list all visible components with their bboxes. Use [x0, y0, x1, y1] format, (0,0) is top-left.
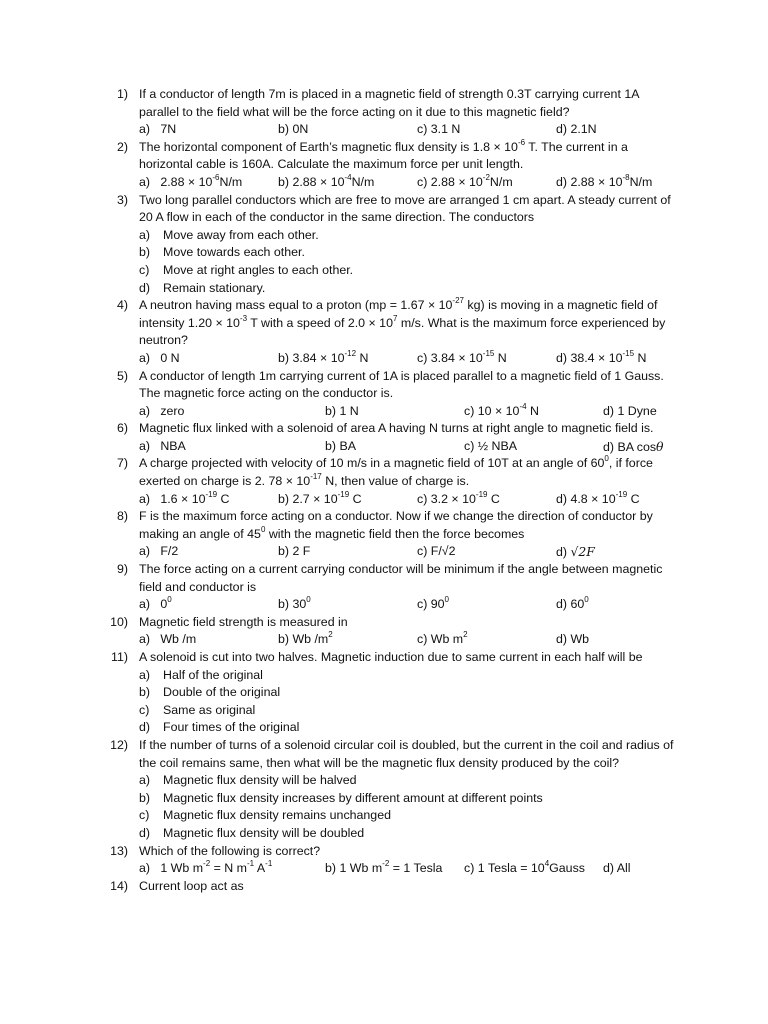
option-a: [139, 667, 678, 685]
question-number: 11): [111, 650, 128, 664]
question-number: 2): [116, 139, 128, 154]
option-d: [139, 719, 678, 737]
question-text: Two long parallel conductors which are free to move are arranged 1 cm apart. A steady current of 20 A flow in each of the conductor in the same direction. The conductors: [139, 192, 671, 225]
option-text: Remain stationary.: [163, 280, 266, 295]
question-13: [0, 843, 768, 878]
option-letter: c): [139, 808, 150, 823]
option-text: Move at right angles to each other.: [163, 262, 354, 277]
option-d: [139, 280, 678, 298]
options-row: [139, 631, 678, 649]
option-letter: b): [139, 245, 151, 260]
option-a: [139, 772, 678, 790]
option-c: c) Wb $m^2$: [417, 630, 468, 647]
option-d: d) $38.4 \times 10^{-15}$ N: [556, 348, 647, 365]
options-row: [139, 491, 678, 509]
option-c: c) $2.88 \times 10^{-2}N/m$: [417, 172, 513, 189]
option-c: [139, 702, 678, 720]
option-letter: d): [139, 825, 151, 840]
question-text: The horizontal component of Earth’s magnetic flux density is $1.8 \times 10^{-6}$ T. The current in a horizontal cable is 160A. Calculate the maximum force per unit length.: [139, 137, 628, 172]
option-letter: a): [139, 773, 151, 788]
question-4: [0, 297, 768, 367]
question-number: 3): [116, 192, 128, 207]
option-letter: c): [139, 262, 150, 277]
question-text: A solenoid is cut into two halves. Magnetic induction due to same current in each half will be: [139, 650, 643, 664]
question-number: 14): [110, 878, 128, 893]
option-letter: d): [139, 280, 151, 295]
question-text: Magnetic field strength is measured in: [139, 614, 348, 629]
question-number: 6): [116, 421, 128, 436]
option-letter: b): [139, 790, 151, 805]
question-number: 4): [116, 298, 128, 313]
options-row: [139, 350, 678, 368]
option-text: Half of the original: [163, 667, 263, 682]
question-text: Magnetic flux linked with a solenoid of area A having N turns at right angle to magnetic field is.: [139, 421, 654, 436]
option-a: [139, 227, 678, 245]
option-a: a) $1.6 \times 10^{-19}$ C: [139, 489, 230, 506]
option-a: a) 7N: [139, 122, 177, 137]
option-text: Magnetic flux density will be doubled: [163, 825, 365, 840]
options-row: [139, 403, 678, 421]
question-number: 12): [110, 737, 128, 752]
question-number: 1): [116, 87, 128, 101]
question-text: If the number of turns of a solenoid circular coil is doubled, but the current in the coil and radius of the coil remains same, then what will be the magnetic flux density produced by the coil?: [139, 737, 674, 770]
option-b: b) $30^0$: [278, 595, 311, 612]
option-d: d) √2F: [556, 544, 595, 560]
option-text: Magnetic flux density remains unchanged: [163, 808, 391, 823]
option-c: c) $10 \times 10^{-4}$ N: [464, 401, 539, 418]
option-c: c) F/√2: [417, 544, 456, 559]
options-list: [139, 667, 678, 737]
question-text: Which of the following is correct?: [139, 843, 321, 858]
question-number: 13): [110, 843, 128, 858]
option-a: a) $2.88 \times 10^{-6}N/m$: [139, 172, 243, 189]
option-b: b) 2 F: [278, 544, 311, 559]
option-letter: a): [139, 227, 151, 242]
option-b: b) BA: [325, 438, 356, 453]
option-text: Four times of the original: [163, 720, 300, 735]
option-text: Magnetic flux density increases by different amount at different points: [163, 790, 543, 805]
question-14: [0, 878, 768, 896]
question-number: 10): [110, 614, 128, 629]
question-10: [0, 614, 768, 649]
options-row: [139, 596, 678, 614]
options-row: [139, 860, 678, 878]
option-a: a) $0^0$: [139, 595, 172, 612]
option-b: [139, 684, 678, 702]
option-d: d) $4.8 \times 10^{-19}$ C: [556, 489, 640, 506]
option-b: b) 1 Wb $m^{-2} = 1$ Tesla: [325, 859, 443, 876]
option-b: b) Wb $/m^2$: [278, 630, 333, 647]
option-letter: d): [139, 720, 151, 735]
option-c: [139, 262, 678, 280]
question-3: [0, 192, 768, 298]
option-text: Double of the original: [163, 685, 281, 700]
question-7: [0, 455, 768, 508]
question-number: 5): [116, 368, 128, 383]
question-12: [0, 737, 768, 843]
option-text: Magnetic flux density will be halved: [163, 773, 357, 788]
options-row: [139, 121, 678, 139]
question-text: If a conductor of length 7m is placed in a magnetic field of strength 0.3T carrying current 1A parallel to the field what will be the force acting on it due to this magnetic field?: [139, 87, 639, 119]
option-a: a) NBA: [139, 438, 186, 453]
question-8: [0, 508, 768, 561]
option-c: c) $90^0$: [417, 595, 449, 612]
option-c: c) $3.84 \times 10^{-15}$ N: [417, 348, 507, 365]
option-b: b) $3.84 \times 10^{-12}$ N: [278, 348, 369, 365]
option-c: c) 1 Tesla = $10^4Gauss$: [464, 859, 585, 876]
option-c: [139, 807, 678, 825]
option-b: b) $2.88 \times 10^{-4}N/m$: [278, 172, 375, 189]
option-b: b) $2.7 \times 10^{-19}$ C: [278, 489, 362, 506]
option-a: a) 1 Wb $m^{-2} = N$ $m^{-1}$ $A^{-1}$: [139, 859, 273, 876]
option-b: [139, 790, 678, 808]
question-text: A conductor of length 1m carrying current of 1A is placed parallel to a magnetic field of 1 Gauss. The magnetic force acting on the conductor is.: [139, 368, 664, 401]
option-a: a) 0 N: [139, 350, 180, 365]
option-d: d) $60^0$: [556, 595, 589, 612]
options-row: [139, 438, 678, 456]
option-a: a) zero: [139, 403, 185, 418]
question-number: 7): [116, 456, 128, 471]
question-number: 8): [116, 509, 128, 524]
option-d: d) 1 Dyne: [603, 403, 657, 418]
question-number: 9): [116, 562, 128, 577]
question-9: [0, 561, 768, 614]
option-d: d) BA cosθ: [603, 438, 664, 454]
option-c: c) 3.1 N: [417, 122, 461, 137]
option-d: d) 2.1N: [556, 122, 597, 137]
option-d: d) $2.88 \times 10^{-8}N/m$: [556, 172, 653, 189]
options-row: [139, 174, 678, 192]
option-text: Move away from each other.: [163, 227, 319, 242]
option-letter: b): [139, 685, 151, 700]
option-b: [139, 244, 678, 262]
question-text: A charge projected with velocity of 10 m/s in a magnetic field of 10T at an angle of $60^0$, if force exerted on charge is 2. $78 \times 10^{-17}$ N, then value of charge is.: [139, 454, 653, 489]
question-text: F is the maximum force acting on a conductor. Now if we change the direction of conductor by making an angle of $45^0$ with the magnetic field then the force becomes: [139, 509, 653, 541]
question-text: The force acting on a current carrying conductor will be minimum if the angle between magnetic field and conductor is: [139, 562, 663, 594]
option-a: a) F/2: [139, 544, 179, 559]
question-5: [0, 368, 768, 421]
question-11: [0, 649, 768, 737]
option-d: [139, 825, 678, 843]
option-text: Move towards each other.: [163, 245, 305, 260]
question-1: [0, 86, 768, 139]
question-sheet: [0, 86, 768, 895]
options-list: [139, 227, 678, 297]
option-letter: c): [139, 702, 150, 717]
option-c: c) ½ NBA: [464, 438, 518, 453]
option-a: a) Wb /m: [139, 632, 197, 647]
question-2: [0, 139, 768, 192]
option-b: b) 1 N: [325, 403, 359, 418]
option-letter: a): [139, 667, 151, 682]
option-c: c) $3.2 \times 10^{-19}$ C: [417, 489, 500, 506]
options-list: [139, 772, 678, 842]
options-row: [139, 543, 678, 561]
question-text: Current loop act as: [139, 878, 244, 893]
question-text: A neutron having mass equal to a proton ($mp = 1.67 \times 10^{-27}$ kg) is moving in a magnetic field of intensity $1.20 \times 10^{-3}$ T with a speed of $2.0 \times 10^7$ m/s. What is the maximum force experienced by neutron?: [139, 296, 666, 348]
question-6: [0, 420, 768, 455]
option-b: b) 0N: [278, 122, 309, 137]
option-text: Same as original: [163, 702, 256, 717]
option-d: d) All: [603, 861, 631, 876]
option-d: d) Wb: [556, 632, 590, 647]
